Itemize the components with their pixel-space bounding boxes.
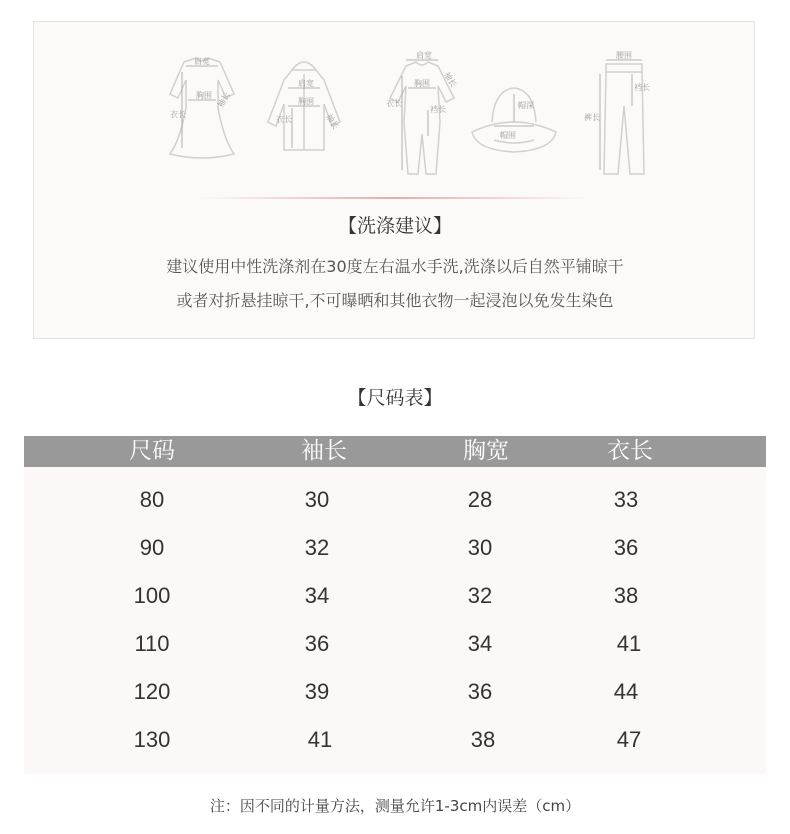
cell-sleeve-length: 36 (304, 631, 330, 656)
care-title: 【洗涤建议】 (337, 215, 452, 237)
cell-size: 100 (133, 583, 171, 608)
cell-size: 90 (139, 535, 165, 560)
cell-size: 130 (133, 727, 171, 752)
header-size: 尺码 (129, 438, 175, 464)
romper-label-shoulder: 肩宽 (416, 51, 432, 60)
table-row (24, 620, 766, 668)
cell-body-length: 33 (613, 487, 639, 512)
pants-diagram-icon (574, 50, 674, 185)
cell-chest-width: 28 (467, 487, 493, 512)
jacket-label-shoulder: 肩宽 (298, 79, 314, 88)
cell-body-length: 38 (613, 583, 639, 608)
romper-label-length: 衣长 (386, 99, 402, 108)
dress-label-chest: 胸围 (196, 91, 212, 100)
header-chest-width: 胸宽 (463, 438, 509, 464)
cell-body-length: 44 (613, 679, 639, 704)
cell-chest-width: 30 (467, 535, 493, 560)
pants-label-waist: 腰围 (616, 51, 632, 60)
table-header (24, 436, 766, 467)
dress-diagram-icon (152, 50, 252, 185)
care-instruction-line-1: 建议使用中性洗涤剂在30度左右温水手洗,洗涤以后自然平铺晾干 (166, 257, 624, 276)
romper-label-chest: 胸围 (414, 79, 430, 88)
cell-size: 80 (139, 487, 165, 512)
size-table-title: 【尺码表】 (347, 387, 443, 409)
cell-sleeve-length: 30 (304, 487, 330, 512)
cell-chest-width: 38 (470, 727, 496, 752)
romper-label-rise: 裆长 (430, 105, 446, 114)
dress-label-sleeve: 袖长 (215, 90, 232, 109)
table-row (24, 524, 766, 572)
size-table (24, 436, 766, 774)
cell-chest-width: 36 (467, 679, 493, 704)
cell-sleeve-length: 34 (304, 583, 330, 608)
pants-label-rise: 裆长 (634, 83, 650, 92)
pants-label-length: 裤长 (584, 113, 600, 122)
cell-size: 110 (134, 631, 170, 656)
cell-body-length: 41 (616, 631, 642, 656)
cell-chest-width: 34 (467, 631, 493, 656)
header-sleeve-length: 袖长 (301, 438, 347, 464)
hat-label-circumference: 帽围 (500, 131, 516, 140)
header-body-length: 衣长 (607, 438, 653, 464)
hat-label-depth: 帽深 (518, 101, 534, 110)
dress-label-length: 衣长 (170, 110, 186, 119)
measurement-note: 注：因不同的计量方法，测量允许1-3cm内误差（cm） (209, 797, 581, 815)
cell-sleeve-length: 41 (307, 727, 333, 752)
hooded-jacket-diagram-icon (254, 50, 354, 185)
jacket-label-sleeve: 袖长 (324, 112, 341, 131)
romper-diagram-icon (372, 50, 472, 185)
garment-diagrams (34, 22, 756, 197)
cell-sleeve-length: 39 (304, 679, 330, 704)
table-row (24, 476, 766, 524)
cell-sleeve-length: 32 (304, 535, 330, 560)
bucket-hat-diagram-icon (464, 50, 564, 185)
care-section (33, 21, 755, 339)
care-instruction-line-2: 或者对折悬挂晾干,不可曝晒和其他衣物一起浸泡以免发生染色 (176, 291, 614, 310)
table-row (24, 572, 766, 620)
jacket-label-length: 衣长 (276, 115, 292, 124)
divider-line (194, 197, 594, 199)
dress-label-shoulder: 肩宽 (194, 57, 210, 66)
cell-size: 120 (133, 679, 171, 704)
romper-label-sleeve: 袖长 (442, 70, 459, 89)
jacket-label-chest: 胸围 (298, 97, 314, 106)
cell-body-length: 47 (616, 727, 642, 752)
table-row (24, 668, 766, 716)
cell-chest-width: 32 (467, 583, 493, 608)
table-row (24, 716, 766, 764)
cell-body-length: 36 (613, 535, 639, 560)
